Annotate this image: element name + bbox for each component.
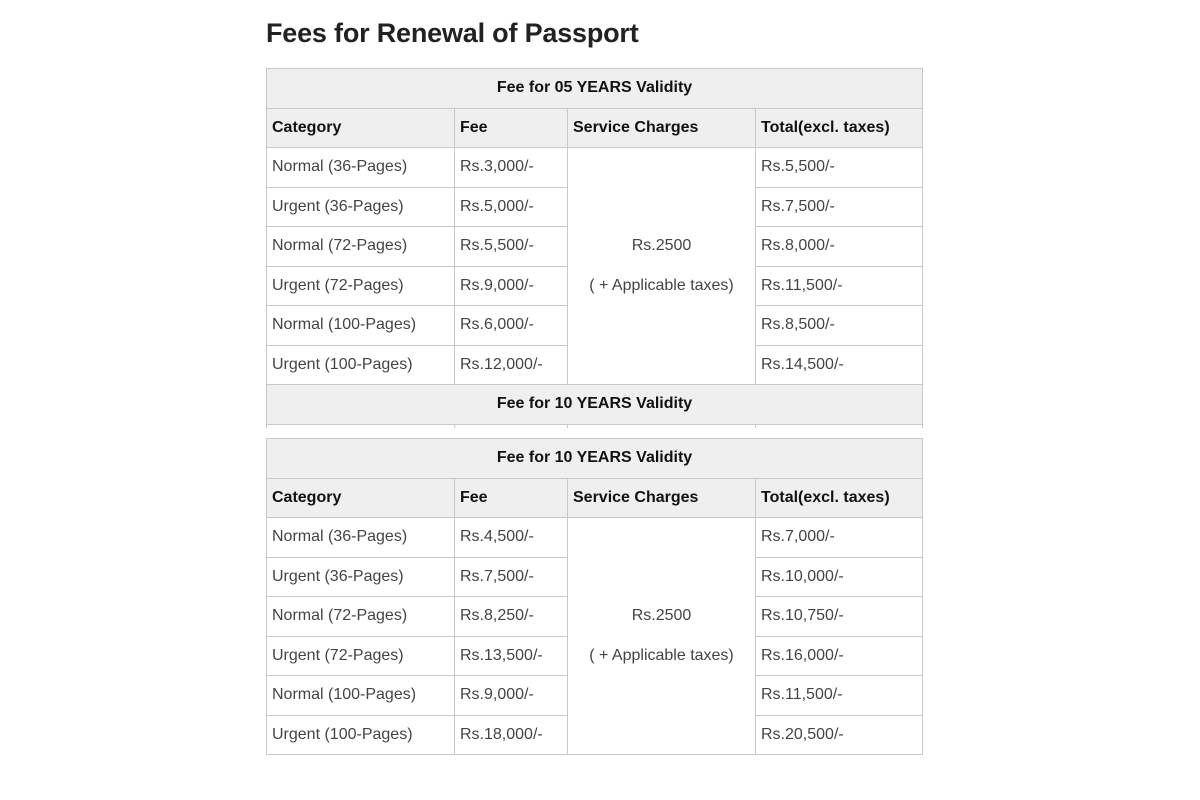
category-cell: Normal (100-Pages)	[267, 676, 455, 716]
fee-cell: Rs.3,000/-	[455, 148, 568, 188]
column-header-fee: Fee	[455, 478, 568, 518]
category-cell: Normal (72-Pages)	[267, 597, 455, 637]
total-cell: Rs.14,500/-	[756, 345, 923, 385]
fee-cell: Rs.5,000/-	[455, 187, 568, 227]
table-header-row	[267, 478, 923, 518]
total-cell: Rs.20,500/-	[756, 715, 923, 755]
table-banner: Fee for 05 YEARS Validity	[267, 69, 923, 109]
fee-cell: Rs.18,000/-	[455, 715, 568, 755]
table-stub-row	[267, 424, 923, 428]
service-charge-note: ( + Applicable taxes)	[589, 277, 734, 294]
stub-cell	[568, 424, 756, 428]
table-banner-row	[267, 439, 923, 479]
total-cell: Rs.11,500/-	[756, 266, 923, 306]
total-cell: Rs.11,500/-	[756, 676, 923, 716]
category-cell: Urgent (72-Pages)	[267, 636, 455, 676]
stub-cell	[267, 424, 455, 428]
total-cell: Rs.16,000/-	[756, 636, 923, 676]
fee-cell: Rs.9,000/-	[455, 266, 568, 306]
column-header-total: Total(excl. taxes)	[756, 478, 923, 518]
category-cell: Urgent (36-Pages)	[267, 557, 455, 597]
service-charge-note: ( + Applicable taxes)	[589, 647, 734, 664]
category-cell: Urgent (100-Pages)	[267, 345, 455, 385]
fee-cell: Rs.9,000/-	[455, 676, 568, 716]
column-header-category: Category	[267, 108, 455, 148]
fee-cell: Rs.5,500/-	[455, 227, 568, 267]
total-cell: Rs.7,500/-	[756, 187, 923, 227]
category-cell: Urgent (100-Pages)	[267, 715, 455, 755]
table-footer-banner-row	[267, 385, 923, 425]
fee-cell: Rs.12,000/-	[455, 345, 568, 385]
table-footer-banner: Fee for 10 YEARS Validity	[267, 385, 923, 425]
total-cell: Rs.10,000/-	[756, 557, 923, 597]
column-header-total: Total(excl. taxes)	[756, 108, 923, 148]
category-cell: Normal (72-Pages)	[267, 227, 455, 267]
service-charge-amount: Rs.2500	[631, 237, 692, 254]
total-cell: Rs.10,750/-	[756, 597, 923, 637]
column-header-fee: Fee	[455, 108, 568, 148]
fee-cell: Rs.6,000/-	[455, 306, 568, 346]
fee-cell: Rs.4,500/-	[455, 518, 568, 558]
page-title: Fees for Renewal of Passport	[266, 18, 639, 48]
category-cell: Urgent (36-Pages)	[267, 187, 455, 227]
category-cell: Normal (36-Pages)	[267, 148, 455, 188]
category-cell: Normal (36-Pages)	[267, 518, 455, 558]
column-header-service-charges: Service Charges	[568, 108, 756, 148]
service-charge-cell	[568, 148, 756, 385]
stub-cell	[455, 424, 568, 428]
service-charge-amount: Rs.2500	[631, 607, 692, 624]
fee-cell: Rs.8,250/-	[455, 597, 568, 637]
column-header-category: Category	[267, 478, 455, 518]
table-banner-row	[267, 69, 923, 109]
fee-table-10-years	[266, 438, 923, 755]
table-row	[267, 518, 923, 558]
total-cell: Rs.5,500/-	[756, 148, 923, 188]
fee-table-5-years	[266, 68, 923, 428]
column-header-service-charges: Service Charges	[568, 478, 756, 518]
fee-cell: Rs.7,500/-	[455, 557, 568, 597]
table-banner: Fee for 10 YEARS Validity	[267, 439, 923, 479]
total-cell: Rs.8,000/-	[756, 227, 923, 267]
category-cell: Normal (100-Pages)	[267, 306, 455, 346]
service-charge-cell	[568, 518, 756, 755]
table-row	[267, 148, 923, 188]
total-cell: Rs.8,500/-	[756, 306, 923, 346]
total-cell: Rs.7,000/-	[756, 518, 923, 558]
table-header-row	[267, 108, 923, 148]
stub-cell	[756, 424, 923, 428]
category-cell: Urgent (72-Pages)	[267, 266, 455, 306]
fee-cell: Rs.13,500/-	[455, 636, 568, 676]
